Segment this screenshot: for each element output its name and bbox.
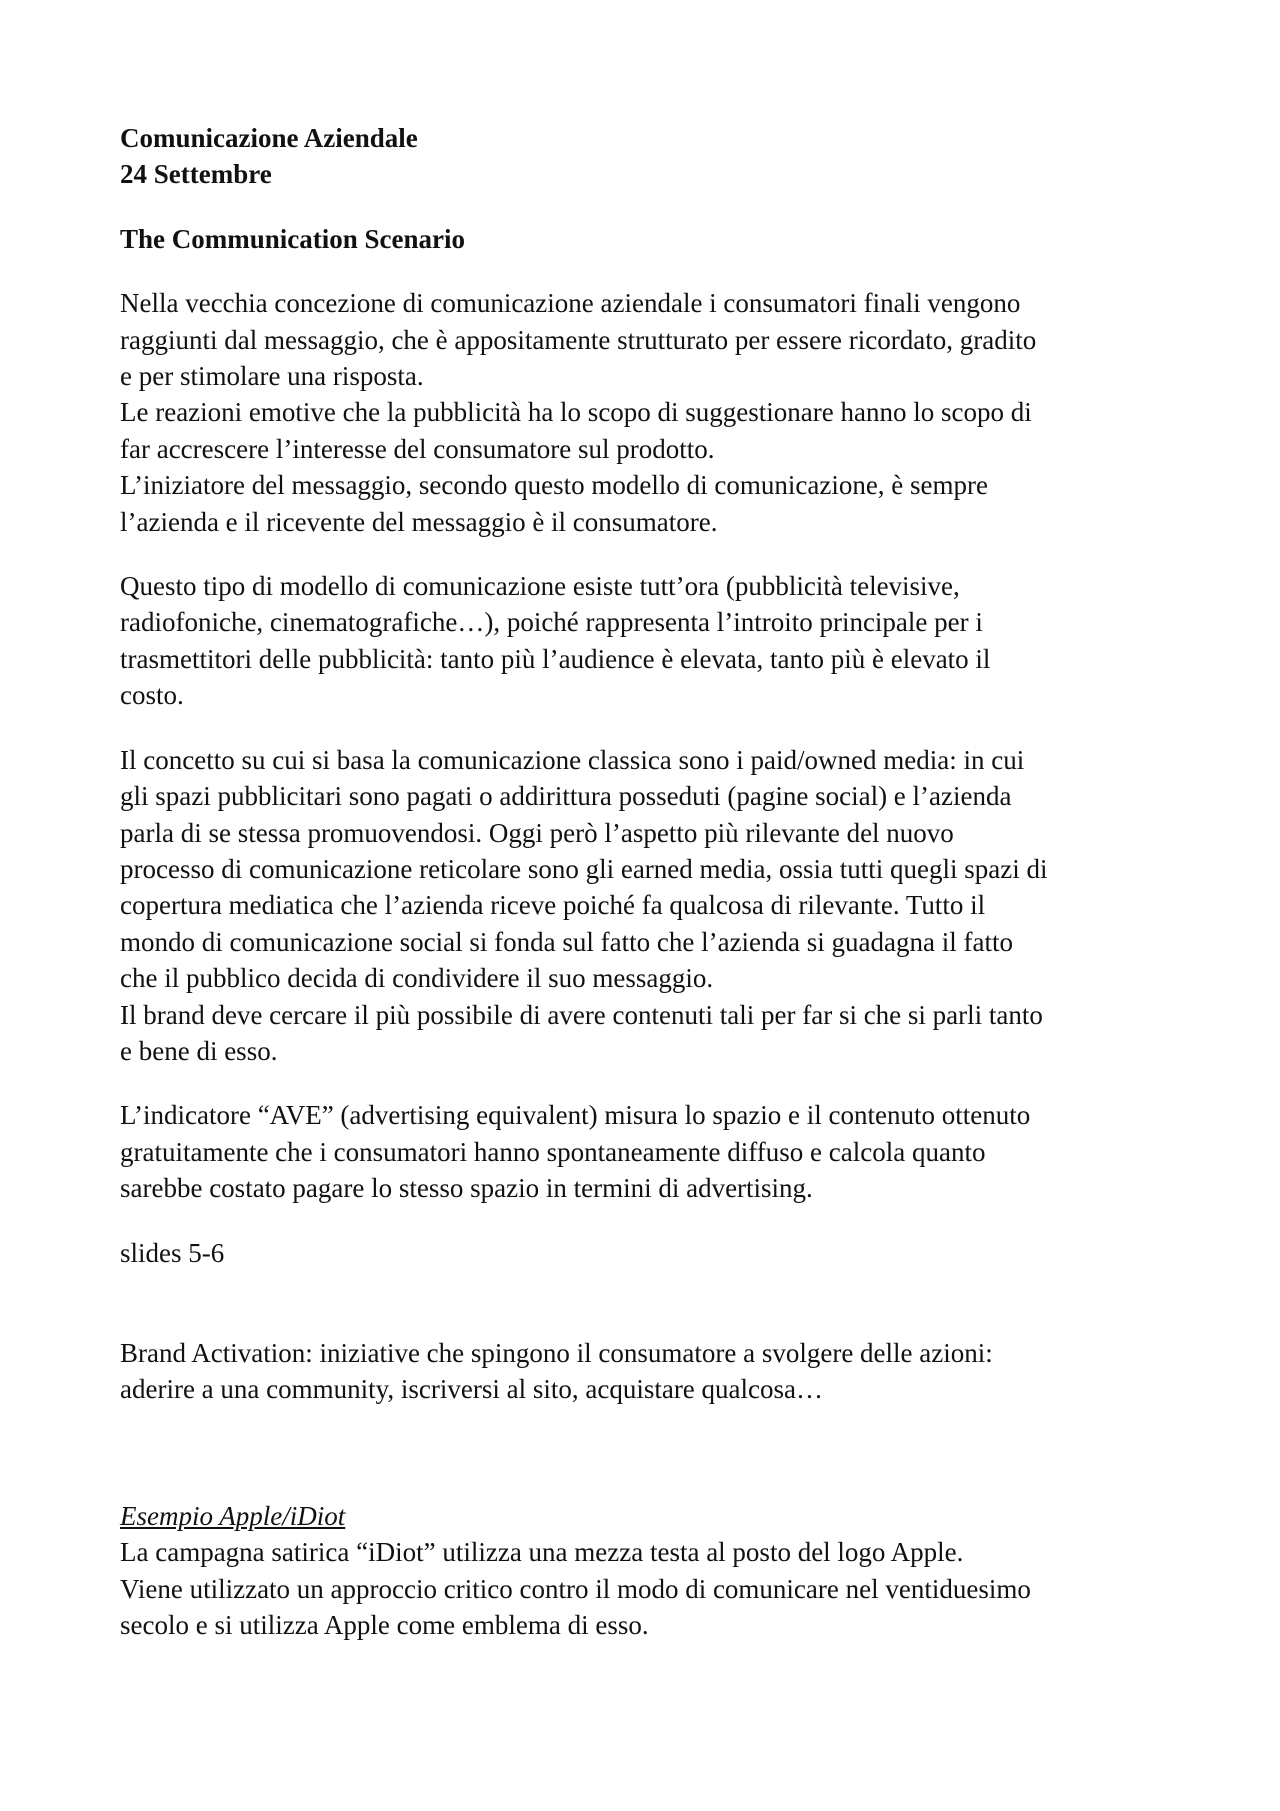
text-line: gli spazi pubblicitari sono pagati o addirittura posseduti (pagine social) e l’azienda	[120, 781, 1012, 812]
text-line: mondo di comunicazione social si fonda sul fatto che l’azienda si guadagna il fatto	[120, 926, 1013, 957]
text-line: La campagna satirica “iDiot” utilizza una mezza testa al posto del logo Apple.	[120, 1537, 964, 1568]
paragraph-brand-activation	[120, 1335, 1180, 1408]
paragraph-ave-indicator	[120, 1097, 1180, 1206]
example-section	[120, 1498, 1180, 1644]
text-line: L’iniziatore del messaggio, secondo questo modello di comunicazione, è sempre	[120, 470, 989, 501]
text-line: Il concetto su cui si basa la comunicazione classica sono i paid/owned media: in cui	[120, 744, 1025, 775]
paragraph-model-today	[120, 568, 1180, 714]
slides-reference: slides 5-6	[120, 1237, 225, 1268]
text-line: Brand Activation: iniziative che spingono il consumatore a svolgere delle azioni:	[120, 1337, 993, 1368]
text-line: l’azienda e il ricevente del messaggio è il consumatore.	[120, 506, 718, 537]
text-line: sarebbe costato pagare lo stesso spazio in termini di advertising.	[120, 1173, 813, 1204]
lecture-date: 24 Settembre	[120, 159, 272, 190]
text-line: e per stimolare una risposta.	[120, 361, 424, 392]
paragraph-media-types	[120, 742, 1180, 1070]
text-line: Nella vecchia concezione di comunicazione aziendale i consumatori finali vengono	[120, 288, 1021, 319]
document-header	[120, 120, 1180, 193]
course-title: Comunicazione Aziendale	[120, 123, 418, 153]
section-title: The Communication Scenario	[120, 223, 466, 254]
document-page	[120, 120, 1180, 1643]
text-line: L’indicatore “AVE” (advertising equivalent) misura lo spazio e il contenuto ottenuto	[120, 1100, 1031, 1131]
text-line: processo di comunicazione reticolare sono gli earned media, ossia tutti quegli spazi di	[120, 853, 1048, 884]
text-line: far accrescere l’interesse del consumatore sul prodotto.	[120, 433, 715, 464]
text-line: Le reazioni emotive che la pubblicità ha lo scopo di suggestionare hanno lo scopo di	[120, 397, 1032, 428]
text-line: copertura mediatica che l’azienda riceve poiché fa qualcosa di rilevante. Tutto il	[120, 890, 986, 921]
text-line: aderire a una community, iscriversi al sito, acquistare qualcosa…	[120, 1374, 824, 1405]
text-line: Viene utilizzato un approccio critico contro il modo di comunicare nel ventiduesimo	[120, 1573, 1031, 1604]
text-line: Il brand deve cercare il più possibile di avere contenuti tali per far si che si parli tanto	[120, 999, 1043, 1030]
example-title: Esempio Apple/iDiot	[120, 1500, 346, 1531]
text-line: costo.	[120, 680, 184, 711]
text-line: gratuitamente che i consumatori hanno spontaneamente diffuso e calcola quanto	[120, 1136, 986, 1167]
text-line: secolo e si utilizza Apple come emblema di esso.	[120, 1610, 649, 1640]
text-line: trasmettitori delle pubblicità: tanto più l’audience è elevata, tanto più è elevato il	[120, 643, 991, 674]
text-line: che il pubblico decida di condividere il suo messaggio.	[120, 963, 714, 994]
text-line: e bene di esso.	[120, 1035, 278, 1066]
paragraph-old-communication-model	[120, 285, 1180, 540]
text-line: Questo tipo di modello di comunicazione esiste tutt’ora (pubblicità televisive,	[120, 571, 960, 602]
text-line: radiofoniche, cinematografiche…), poiché rappresenta l’introito principale per i	[120, 607, 983, 638]
text-line: raggiunti dal messaggio, che è appositamente strutturato per essere ricordato, gradito	[120, 324, 1037, 355]
text-line: parla di se stessa promuovendosi. Oggi però l’aspetto più rilevante del nuovo	[120, 817, 954, 848]
